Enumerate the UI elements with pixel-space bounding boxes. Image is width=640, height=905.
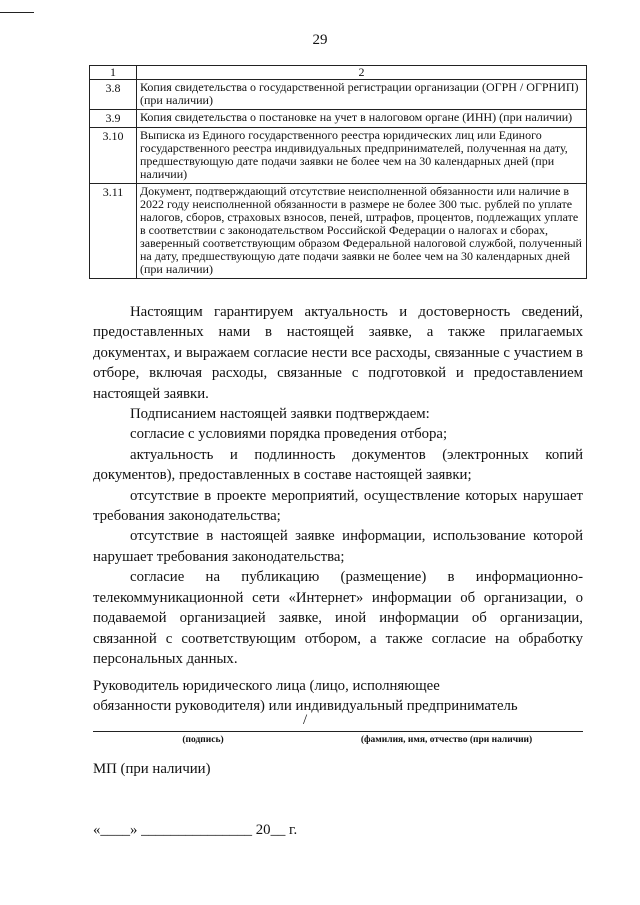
row-text: Выписка из Единого государственного реестра юридических лиц или Единого государственного реестра индивидуальных предпринимателей, полученная на дату, предшествующую дате подачи заявки не более чем на 30 календарных дней (при наличии) <box>137 128 587 184</box>
guarantee-paragraph: Настоящим гарантируем актуальность и достоверность сведений, предоставленных нами в настоящей заявке, а также прилагаемых документах, и выражаем согласие нести все расходы, связанные с участием в отборе, включая расходы, связанные с подготовкой и предоставлением настоящей заявки. <box>93 304 583 402</box>
consent-conditions-item: согласие с условиями порядка проведения отбора; <box>130 426 448 443</box>
documents-authenticity-item: актуальность и подлинность документов (электронных копий документов), предоставленных в составе настоящей заявки; <box>93 446 583 484</box>
row-number: 3.8 <box>90 80 137 110</box>
publication-consent-item: согласие на публикацию (размещение) в информационно-телекоммуникационной сети «Интернет» информации об организации, о подаваемой организацией заявке, иной информации об организации, связанной с соответствующим отбором, а также согласие на обработку персональных данных. <box>93 569 583 667</box>
declaration-text <box>93 302 583 669</box>
signatory-label <box>93 676 587 717</box>
row-text: Копия свидетельства о постановке на учет в налоговом органе (ИНН) (при наличии) <box>137 110 587 128</box>
table-header-cell-2: 2 <box>137 66 587 80</box>
row-text: Копия свидетельства о государственной регистрации организации (ОГРН / ОГРНИП) (при наличии) <box>137 80 587 110</box>
table-row <box>90 128 587 184</box>
signatory-line-1: Руководитель юридического лица (лицо, исполняющее <box>93 678 440 694</box>
row-text: Документ, подтверждающий отсутствие неисполненной обязанности или наличие в 2022 году неисполненной обязанности в размере не более 300 тыс. рублей по уплате налогов, сборов, страховых взносов, пеней, штрафов, процентов, подлежащих уплате в соответствии с законодательством Российской Федерации о налогах и сборах, заверенный соответствующим образом Федеральной налоговой службой, полученный на дату, предшествующую дате подачи заявки не более чем на 30 календарных дней (при наличии) <box>137 184 587 279</box>
table-row <box>90 80 587 110</box>
full-name-caption: (фамилия, имя, отчество (при наличии) <box>360 735 533 745</box>
table-row <box>90 110 587 128</box>
confirmation-intro: Подписанием настоящей заявки подтверждаем: <box>130 406 430 423</box>
table-header-row <box>90 66 587 80</box>
documents-table <box>89 65 587 279</box>
table-header-cell-1: 1 <box>90 66 137 80</box>
row-number: 3.10 <box>90 128 137 184</box>
date-line: «____» _______________ 20__ г. <box>93 822 298 838</box>
signature-caption: (подпись) <box>182 735 224 745</box>
no-violating-activities-item: отсутствие в проекте мероприятий, осуществление которых нарушает требования законодательства; <box>93 487 583 525</box>
table-row <box>90 184 587 279</box>
signature-line <box>93 731 583 732</box>
row-number: 3.9 <box>90 110 137 128</box>
row-number: 3.11 <box>90 184 137 279</box>
signatory-line-2: обязанности руководителя) или индивидуальный предприниматель <box>93 698 518 715</box>
page-number: 29 <box>312 32 328 48</box>
corner-crop-mark <box>0 12 34 13</box>
no-violating-information-item: отсутствие в настоящей заявке информации, использование которой нарушает требования законодательства; <box>93 528 583 565</box>
stamp-label: МП (при наличии) <box>93 761 211 777</box>
signature-separator: / <box>303 712 308 728</box>
